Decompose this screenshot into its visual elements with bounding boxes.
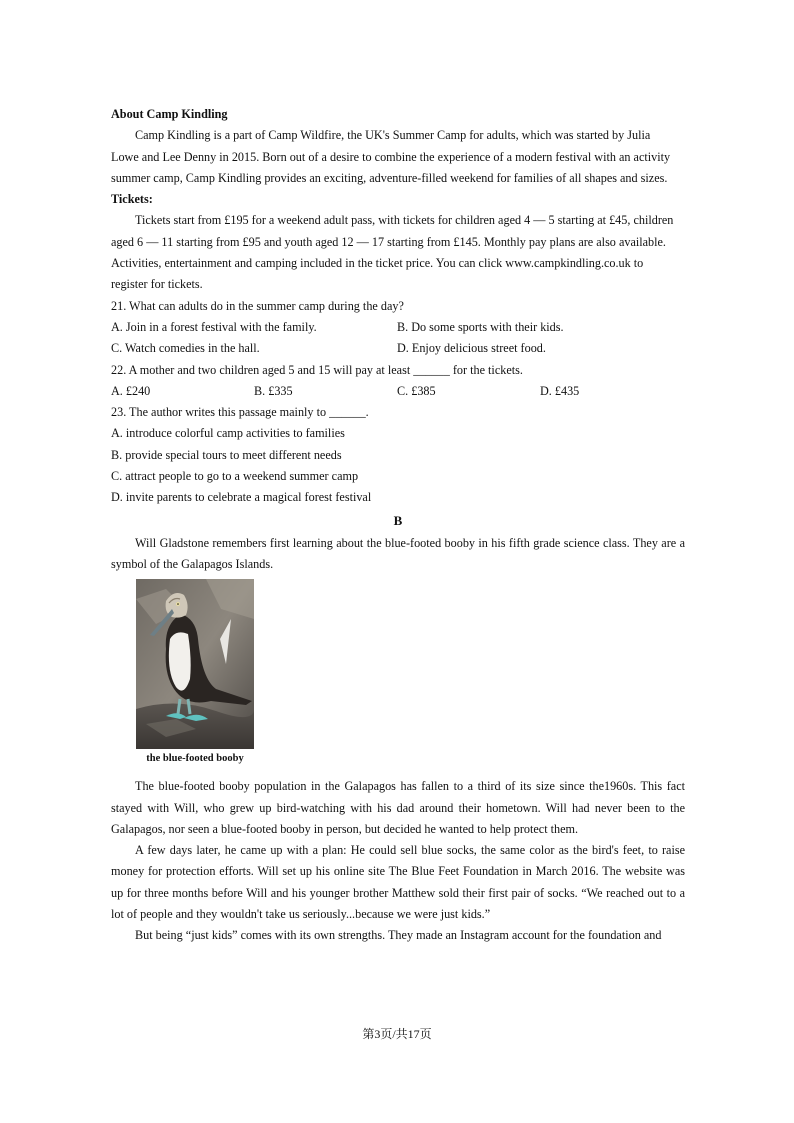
booby-figure: [136, 579, 254, 766]
question-22-stem: 22. A mother and two children aged 5 and 15 will pay at least ______ for the tickets.: [111, 362, 523, 377]
page-number-footer: 第3页/共17页: [362, 1027, 432, 1041]
passage-b-paragraph-1: The blue-footed booby population in the Galapagos has fallen to a third of its size since the1960s. This fact stayed with Will, who grew up bird-watching with his dad around their hometown. Will had never been to the Galapagos, nor seen a blue-footed booby in person, but decided he wanted to help protect them.: [111, 779, 685, 836]
question-23-option-a: A. introduce colorful camp activities to families: [111, 426, 345, 441]
question-21-stem: 21. What can adults do in the summer camp during the day?: [111, 298, 404, 313]
question-22-option-d: D. £435: [540, 383, 580, 398]
tickets-line-3: Activities, entertainment and camping included in the ticket price. You can click www.campkindling.co.uk to: [111, 256, 644, 271]
question-23-stem: 23. The author writes this passage mainly to ______.: [111, 405, 369, 420]
question-22-options: [111, 381, 685, 402]
about-heading: About Camp Kindling: [111, 107, 228, 121]
page-content: [111, 104, 685, 947]
section-b-heading: B: [393, 512, 403, 528]
blue-footed-booby-photo: [136, 579, 254, 749]
question-23-option-b: B. provide special tours to meet different needs: [111, 447, 342, 462]
question-21-option-d: D. Enjoy delicious street food.: [397, 341, 546, 356]
passage-b-paragraph-2: A few days later, he came up with a plan: He could sell blue socks, the same color as the bird's feet, to raise money for protection efforts. Will set up his online site The Blue Feet Foundation in March 2016. The website was up for three months before Will and his younger brother Matthew sold their first pair of socks. “We reached out to a lot of people and they wouldn't take us seriously...because we were just kids.”: [111, 843, 685, 922]
question-21-options-row-2: [111, 338, 685, 359]
question-21-option-a: A. Join in a forest festival with the family.: [111, 319, 317, 334]
question-22-option-b: B. £335: [254, 383, 293, 398]
about-line-1: Camp Kindling is a part of Camp Wildfire, the UK's Summer Camp for adults, which was started by Julia: [135, 128, 651, 143]
question-21-option-c: C. Watch comedies in the hall.: [111, 341, 260, 356]
passage-b-intro: Will Gladstone remembers first learning about the blue-footed booby in his fifth grade science class. They are a symbol of the Galapagos Islands.: [111, 535, 685, 571]
question-23-option-c: C. attract people to go to a weekend summer camp: [111, 469, 359, 484]
question-22-option-a: A. £240: [111, 383, 151, 398]
photo-caption: the blue-footed booby: [146, 753, 244, 765]
question-21-options-row-1: [111, 317, 685, 338]
question-22-option-c: C. £385: [397, 383, 436, 398]
question-21-option-b: B. Do some sports with their kids.: [397, 319, 564, 334]
about-line-3: summer camp, Camp Kindling provides an exciting, adventure-filled weekend for families of all shapes and sizes.: [111, 170, 668, 185]
tickets-line-4: register for tickets.: [111, 277, 203, 292]
question-23-option-d: D. invite parents to celebrate a magical forest festival: [111, 490, 372, 505]
tickets-line-2: aged 6 — 11 starting from £95 and youth aged 12 — 17 starting from £145. Monthly pay plans are also available.: [111, 234, 666, 249]
about-line-2: Lowe and Lee Denny in 2015. Born out of a desire to combine the experience of a modern festival with an activity: [111, 149, 671, 164]
passage-b-paragraph-3: But being “just kids” comes with its own strengths. They made an Instagram account for the foundation and: [135, 928, 662, 943]
tickets-line-1: Tickets start from £195 for a weekend adult pass, with tickets for children aged 4 — 5 starting at £45, children: [135, 213, 674, 228]
tickets-heading: Tickets:: [111, 192, 153, 207]
